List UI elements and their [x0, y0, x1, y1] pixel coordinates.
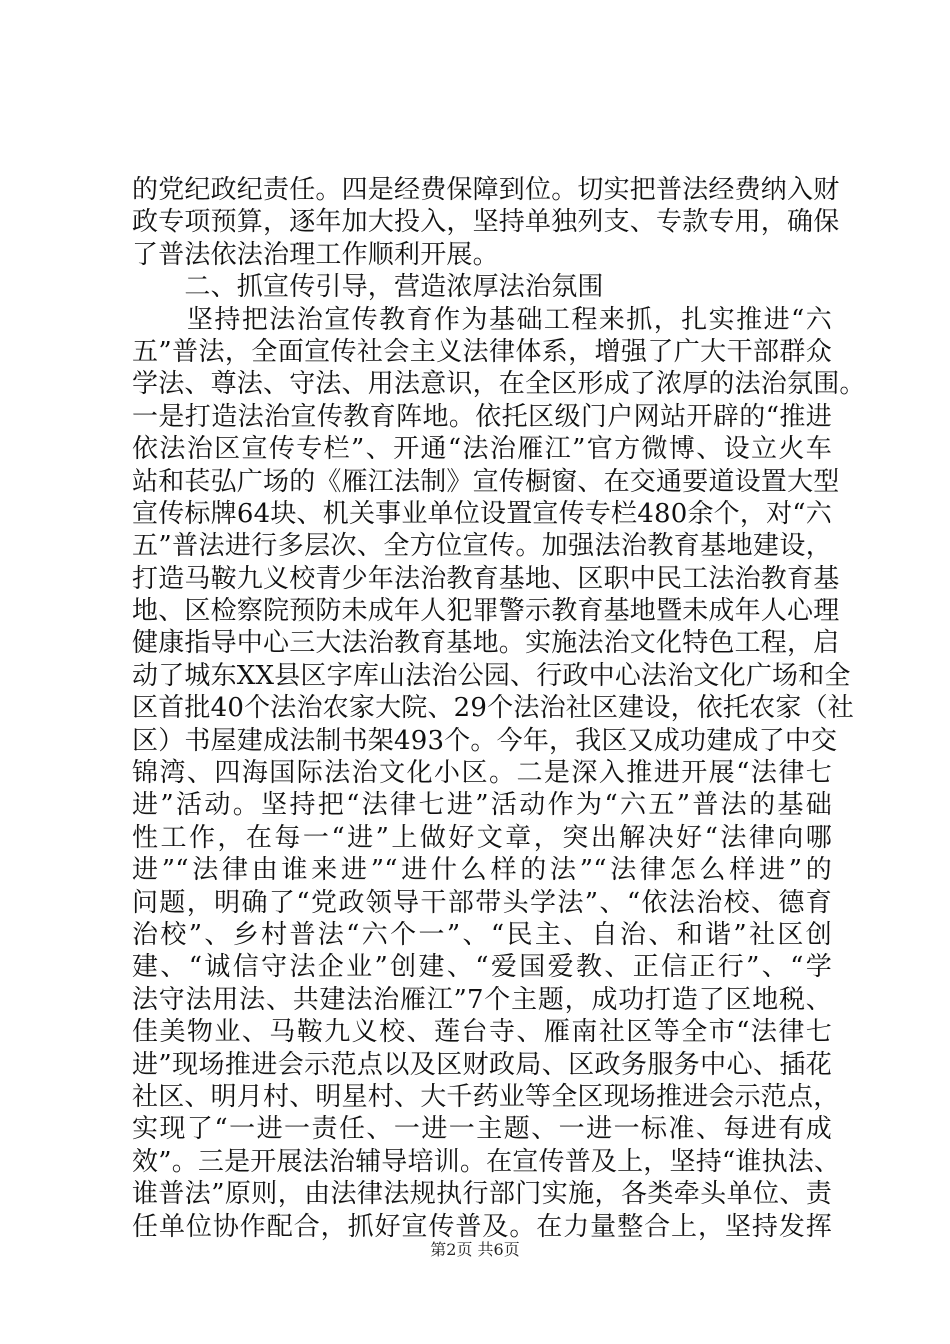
text-line: 治校”、乡村普法“六个一”、“民主、自治、和谐”社区创	[132, 919, 832, 950]
text-line: 五”普法，全面宣传社会主义法律体系，增强了广大干部群众	[132, 336, 832, 367]
text-line: 社区、明月村、明星村、大千药业等全区现场推进会示范点，	[132, 1081, 840, 1112]
text-line: 任单位协作配合，抓好宣传普及。在力量整合上，坚持发挥	[132, 1211, 832, 1242]
text-line: 五”普法进行多层次、全方位宣传。加强法治教育基地建设，	[132, 531, 832, 562]
text-line: 二、抓宣传引导，营造浓厚法治氛围	[132, 272, 604, 303]
text-line: 坚持把法治宣传教育作为基础工程来抓，扎实推进“六	[132, 304, 832, 335]
text-line: 打造马鞍九义校青少年法治教育基地、区职中民工法治教育基	[132, 563, 840, 594]
text-line: 一是打造法治宣传教育阵地。依托区级门户网站开辟的“推进	[132, 401, 832, 432]
text-line: 的党纪政纪责任。四是经费保障到位。切实把普法经费纳入财	[132, 175, 840, 205]
text-line: 宣传标牌64块、机关事业单位设置宣传专栏480余个，对“六	[132, 498, 832, 529]
text-line: 学法、尊法、守法、用法意识，在全区形成了浓厚的法治氛围。	[132, 369, 866, 400]
text-line: 健康指导中心三大法治教育基地。实施法治文化特色工程，启	[132, 628, 840, 659]
text-line: 区）书屋建成法制书架493个。今年，我区又成功建成了中交	[132, 725, 838, 756]
text-line: 进”活动。坚持把“法律七进”活动作为“六五”普法的基础	[132, 790, 832, 821]
text-line: 动了城东XX县区字库山法治公园、行政中心法治文化广场和全	[132, 660, 851, 691]
text-line: 政专项预算，逐年加大投入，坚持单独列支、专款专用，确保	[132, 207, 840, 238]
text-line: 区首批40个法治农家大院、29个法治社区建设，依托农家（社	[132, 693, 854, 724]
text-line: 站和苌弘广场的《雁江法制》宣传橱窗、在交通要道设置大型	[132, 466, 840, 497]
text-line: 进”“法律由谁来进”“进什么样的法”“法律怎么样进”的	[132, 855, 832, 886]
text-line: 地、区检察院预防未成年人犯罪警示教育基地暨未成年人心理	[132, 596, 840, 627]
text-line: 实现了“一进一责任、一进一主题、一进一标准、每进有成	[132, 1114, 832, 1145]
page-footer: 第2页 共6页	[430, 1240, 520, 1259]
text-line: 锦湾、四海国际法治文化小区。二是深入推进开展“法律七	[132, 758, 832, 789]
text-line: 进”现场推进会示范点以及区财政局、区政务服务中心、插花	[132, 1049, 832, 1080]
text-line: 建、“诚信守法企业”创建、“爱国爱教、正信正行”、“学	[132, 952, 832, 983]
text-line: 效”。三是开展法治辅导培训。在宣传普及上，坚持“谁执法、	[132, 1146, 841, 1177]
text-line: 佳美物业、马鞍九义校、莲台寺、雁南社区等全市“法律七	[132, 1017, 832, 1048]
text-line: 谁普法”原则，由法律法规执行部门实施，各类牵头单位、责	[132, 1179, 832, 1210]
body-text	[132, 174, 866, 1243]
text-line: 性工作，在每一“进”上做好文章，突出解决好“法律向哪	[132, 822, 832, 853]
text-line: 了普法依法治理工作顺利开展。	[132, 239, 499, 270]
text-line: 法守法用法、共建法治雁江”7个主题，成功打造了区地税、	[132, 984, 832, 1015]
text-line: 问题，明确了“党政领导干部带头学法”、“依法治校、德育	[132, 887, 832, 918]
text-line: 依法治区宣传专栏”、开通“法治雁江”官方微博、设立火车	[132, 434, 832, 465]
